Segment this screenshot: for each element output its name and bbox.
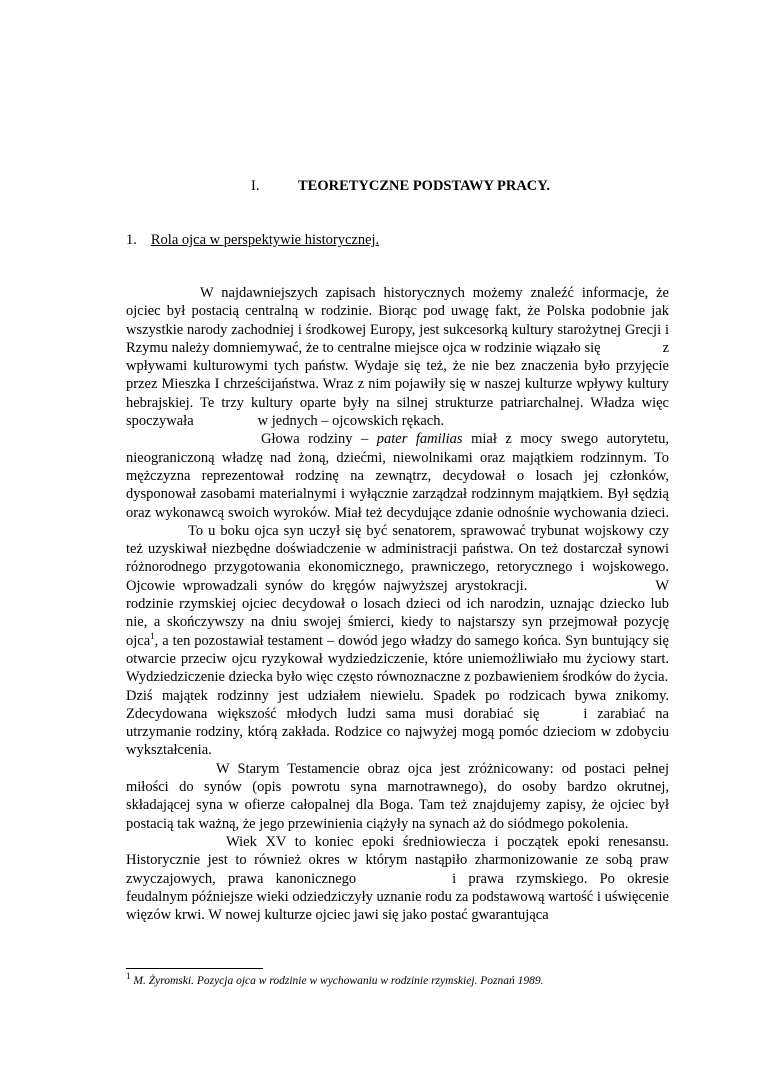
paragraph-4 — [126, 760, 669, 833]
text-run: , a ten pozostawiał testament – dowód jego władzy do samego końca. Syn buntujący się otwarcie przeciw ojcu ryzykował wydziedziczenie, które uniemożliwiało mu życiowy start. Wydziedziczenie dziecka było więc często równoznaczne z pozbawieniem środków do życia. — [126, 632, 669, 686]
text-run: Głowa rodziny – — [261, 431, 369, 448]
text-run: z wpływami kulturowymi tych państw. Wydaje się też, że nie bez znaczenia było przyjęcie przez Mieszka I chrześcijaństwa. Wraz z nim pojawiły się w naszej kulturze wpływy kultury hebrajskiej. Te trzy kultury oparte były na silnej strukturze patriarchalnej. Władza więc spoczywała — [126, 339, 669, 430]
paragraph-5 — [126, 833, 669, 924]
paragraph-2 — [126, 430, 669, 686]
footnote-text: M. Żyromski. Pozycja ojca w rodzinie w wychowaniu w rodzinie rzymskiej. Poznań 1989. — [133, 975, 544, 987]
footnote-marker: 1 — [126, 971, 131, 982]
latin-term: pater familias — [376, 431, 463, 448]
text-run: To u boku ojca syn uczył się być senatorem, sprawować trybunat wojskowy czy też uzyskiwał niezbędne doświadczenie w administracji państwa. On też dostarczał synowi różnorodnego przygotowania ekonomicznego, prawniczego, retorycznego i wojskowego. Ojcowie wprowadzali synów do kręgów najwyższej arystokracji. — [126, 522, 669, 594]
section-title: Rola ojca w perspektywie historycznej. — [150, 232, 380, 248]
text-run: W najdawniejszych zapisach historycznych możemy znaleźć informacje, że ojciec był postacią centralną w rodzinie. Biorąc pod uwagę fakt, że Polska podobnie jak wszystkie narody zachodniej i środkowej Europy, jest sukcesorką kultury starożytnej Grecji i Rzymu należy domniemywać, że to centralne miejsce ojca w rodzinie wiązało się — [126, 285, 669, 356]
section-heading — [126, 232, 379, 249]
text-run: Wiek XV to koniec epoki średniowiecza i początek epoki renesansu. Historycznie jest to również okres w którym nastąpiło zharmonizowanie ze sobą praw zwyczajowych, prawa kanonicznego — [126, 833, 669, 887]
section-number: 1. — [126, 232, 137, 248]
chapter-title: TEORETYCZNE PODSTAWY PRACY. — [298, 178, 551, 194]
footnote — [126, 971, 544, 987]
footnote-separator — [126, 968, 263, 969]
paragraph-1 — [126, 284, 669, 430]
paragraph-3 — [126, 687, 669, 760]
text-run: i zarabiać na utrzymanie rodziny, którą zakłada. Rodzice co najwyżej mogą pomóc dzieciom w zdobyciu wykształcenia. — [126, 705, 669, 759]
text-run: W rodzinie rzymskiej ojciec decydował o losach dzieci od ich narodzin, uznając dziecko lub nie, a skończywszy na dniu swojej śmierci, kiedy to najstarszy syn przejmował pozycję ojca — [126, 577, 669, 649]
footnote-ref[interactable]: 1 — [150, 630, 155, 641]
text-run: Dziś majątek rodzinny jest udziałem niewielu. Spadek po rodzicach bywa znikomy. Zdecydowana większość młodych ludzi sama musi dorabiać się — [126, 687, 669, 722]
text-run: w jednych – ojcowskich rękach. — [257, 413, 445, 430]
text-run: miał z mocy swego autorytetu, nieograniczoną władzę nad żoną, dziećmi, niewolnikami oraz majątkiem rodzinnym. To mężczyzna reprezentował rodzinę na zewnątrz, decydował o losach jej członków, dysponował zasobami materialnymi i wyłącznie zarządzał rodzinnym majątkiem. Był sędzią oraz wykonawcą swoich wyroków. Miał też decydujące zdanie odnośnie wychowania dzieci. — [126, 431, 670, 521]
chapter-number: I. — [251, 178, 260, 194]
text-run: i prawa rzymskiego. Po okresie feudalnym późniejsze wieki odziedziczyły uznanie rodu za podstawową wartość i uświęcenie więzów krwi. W nowej kulturze ojciec jawi się jako postać gwarantująca — [126, 870, 669, 924]
body-text — [126, 284, 669, 924]
text-run: W Starym Testamencie obraz ojca jest zróżnicowany: od postaci pełnej miłości do synów (opis powrotu syna marnotrawnego), do osoby bardzo okrutnej, składającej syna w ofierze całopalnej dla Boga. Tam też znajdujemy zapisy, że ojciec był postacią tak ważną, że jego przewinienia ciążyły na synach aż do siódmego pokolenia. — [126, 760, 669, 832]
